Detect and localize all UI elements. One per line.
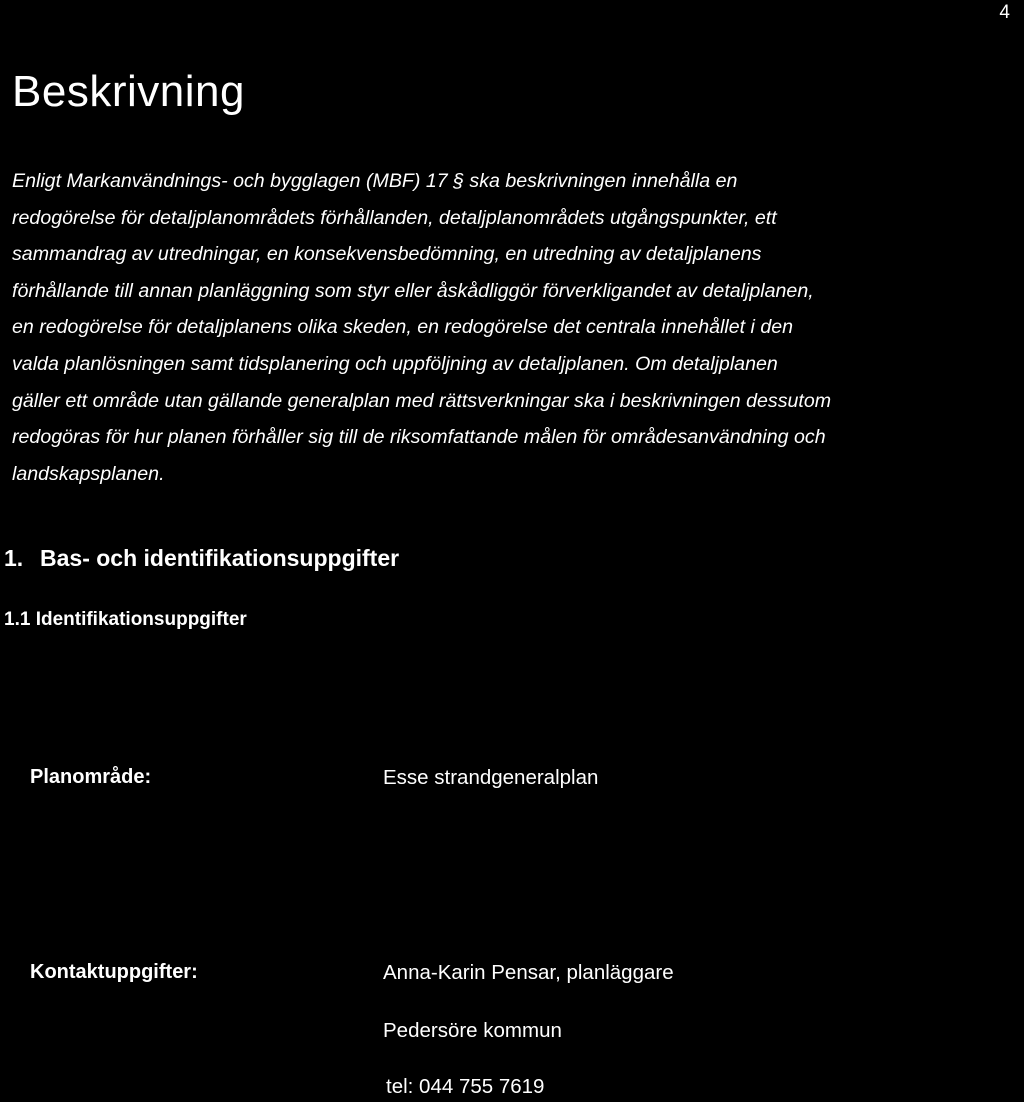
planomrade-label: Planområde: [30, 766, 152, 788]
intro-paragraph [12, 163, 1017, 492]
intro-line: valda planlösningen samt tidsplanering och uppföljning av detaljplanen. Om detaljplanen [12, 352, 778, 375]
intro-line: redogörelse för detaljplanområdets förhållanden, detaljplanområdets utgångspunkter, ett [12, 206, 777, 229]
intro-line: Enligt Markanvändnings- och bygglagen (MBF) 17 § ska beskrivningen innehålla en [12, 170, 738, 192]
intro-line: redogöras för hur planen förhåller sig till de riksomfattande målen för områdesanvändning och [12, 426, 826, 449]
kontakt-label: Kontaktuppgifter: [30, 961, 198, 983]
subsection-heading: 1.1 Identifikationsuppgifter [4, 609, 247, 630]
intro-line: en redogörelse för detaljplanens olika skeden, en redogörelse det centrala innehållet i den [12, 316, 794, 339]
planomrade-value: Esse strandgeneralplan [383, 766, 599, 789]
intro-line: förhållande till annan planläggning som styr eller åskådliggör förverkligandet av detaljplanen, [12, 279, 814, 302]
kontakt-name: Anna-Karin Pensar, planläggare [383, 961, 674, 984]
intro-line: sammandrag av utredningar, en konsekvensbedömning, en utredning av detaljplanens [12, 243, 762, 266]
intro-line: gäller ett område utan gällande generalplan med rättsverkningar ska i beskrivningen dessutom [12, 389, 832, 412]
section-number: 1. [4, 545, 24, 571]
kontakt-organization: Pedersöre kommun [383, 1019, 562, 1042]
section-title: Bas- och identifikationsuppgifter [40, 545, 400, 571]
kontakt-phone: tel: 044 755 7619 [386, 1075, 545, 1098]
page-title: Beskrivning [12, 67, 245, 116]
intro-line: landskapsplanen. [12, 462, 165, 485]
section-heading [4, 545, 399, 572]
page-number: 4 [999, 2, 1010, 23]
